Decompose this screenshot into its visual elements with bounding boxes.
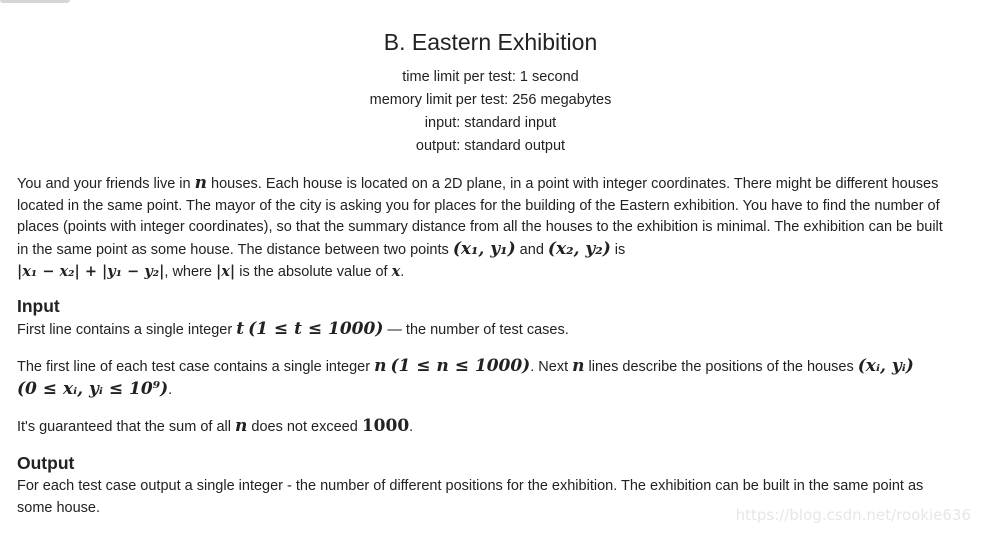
time-limit: time limit per test: 1 second	[402, 69, 579, 85]
math-var-n: n	[234, 416, 248, 436]
problem-title: B. Eastern Exhibition	[383, 29, 598, 55]
input-text: .	[409, 419, 414, 435]
math-1000: 1000	[361, 416, 410, 436]
input-text: First line contains a single integer	[17, 322, 237, 338]
legend-text: is the absolute value of	[235, 264, 392, 280]
output-heading: Output	[17, 453, 75, 473]
input-text: — the number of test cases.	[383, 322, 569, 338]
input-text: It's guaranteed that the sum of all	[17, 419, 235, 435]
legend-text: , where	[164, 264, 216, 280]
input-text: lines describe the positions of the houses	[584, 359, 858, 375]
math-var-t: t	[236, 319, 245, 339]
input-file: input: standard input	[424, 115, 557, 131]
math-n-range: (1 ≤ n ≤ 1000)	[390, 356, 531, 376]
math-abs: |x|	[215, 263, 236, 280]
legend-text: .	[400, 264, 405, 280]
input-line-1	[17, 319, 957, 342]
legend-text: is	[610, 241, 626, 258]
math-house-xy: (xᵢ, yᵢ)	[857, 356, 914, 376]
top-tab-strip	[0, 0, 70, 3]
math-var-n: n	[374, 356, 387, 376]
output-file: output: standard output	[415, 138, 566, 154]
input-text: does not exceed	[247, 419, 362, 435]
input-heading: Input	[17, 296, 60, 316]
math-point-2: (x₂, y₂)	[547, 238, 611, 259]
input-line-3	[17, 416, 957, 439]
math-point-1: (x₁, y₁)	[452, 238, 516, 259]
math-var-n: n	[572, 356, 585, 376]
math-var-x: x	[391, 263, 401, 280]
legend-text: You and your friends live in	[17, 176, 195, 192]
input-text: .	[168, 381, 173, 398]
output-text: For each test case output a single integer - the number of different positions for the exhibition. The exhibition can be built in the same point as some house.	[17, 478, 924, 516]
math-t-range: (1 ≤ t ≤ 1000)	[248, 319, 384, 339]
math-var-n: n	[194, 173, 207, 193]
input-text: The first line of each test case contains a single integer	[17, 359, 375, 375]
legend-paragraph	[17, 173, 957, 284]
math-distance: |x₁ − x₂| + |y₁ − y₂|	[17, 263, 165, 280]
input-line-2	[17, 356, 957, 401]
input-text: . Next	[530, 359, 573, 375]
math-xy-range: (0 ≤ xᵢ, yᵢ ≤ 10⁹)	[17, 378, 169, 399]
memory-limit: memory limit per test: 256 megabytes	[369, 92, 612, 108]
legend-text: and	[515, 241, 548, 258]
watermark: https://blog.csdn.net/rookie636	[735, 506, 971, 524]
legend-text: houses. Each house is located on a 2D plane, in a point with integer coordinates. There might be different houses located in the same point. The mayor of the city is asking you for places for the building of the Eastern exhibition. You have to find the number of places (points with integer coordinates), so that the summary distance from all the houses to the exhibition is minimal. The exhibition can be built in the same point as some house. The distance between two points	[17, 176, 943, 258]
